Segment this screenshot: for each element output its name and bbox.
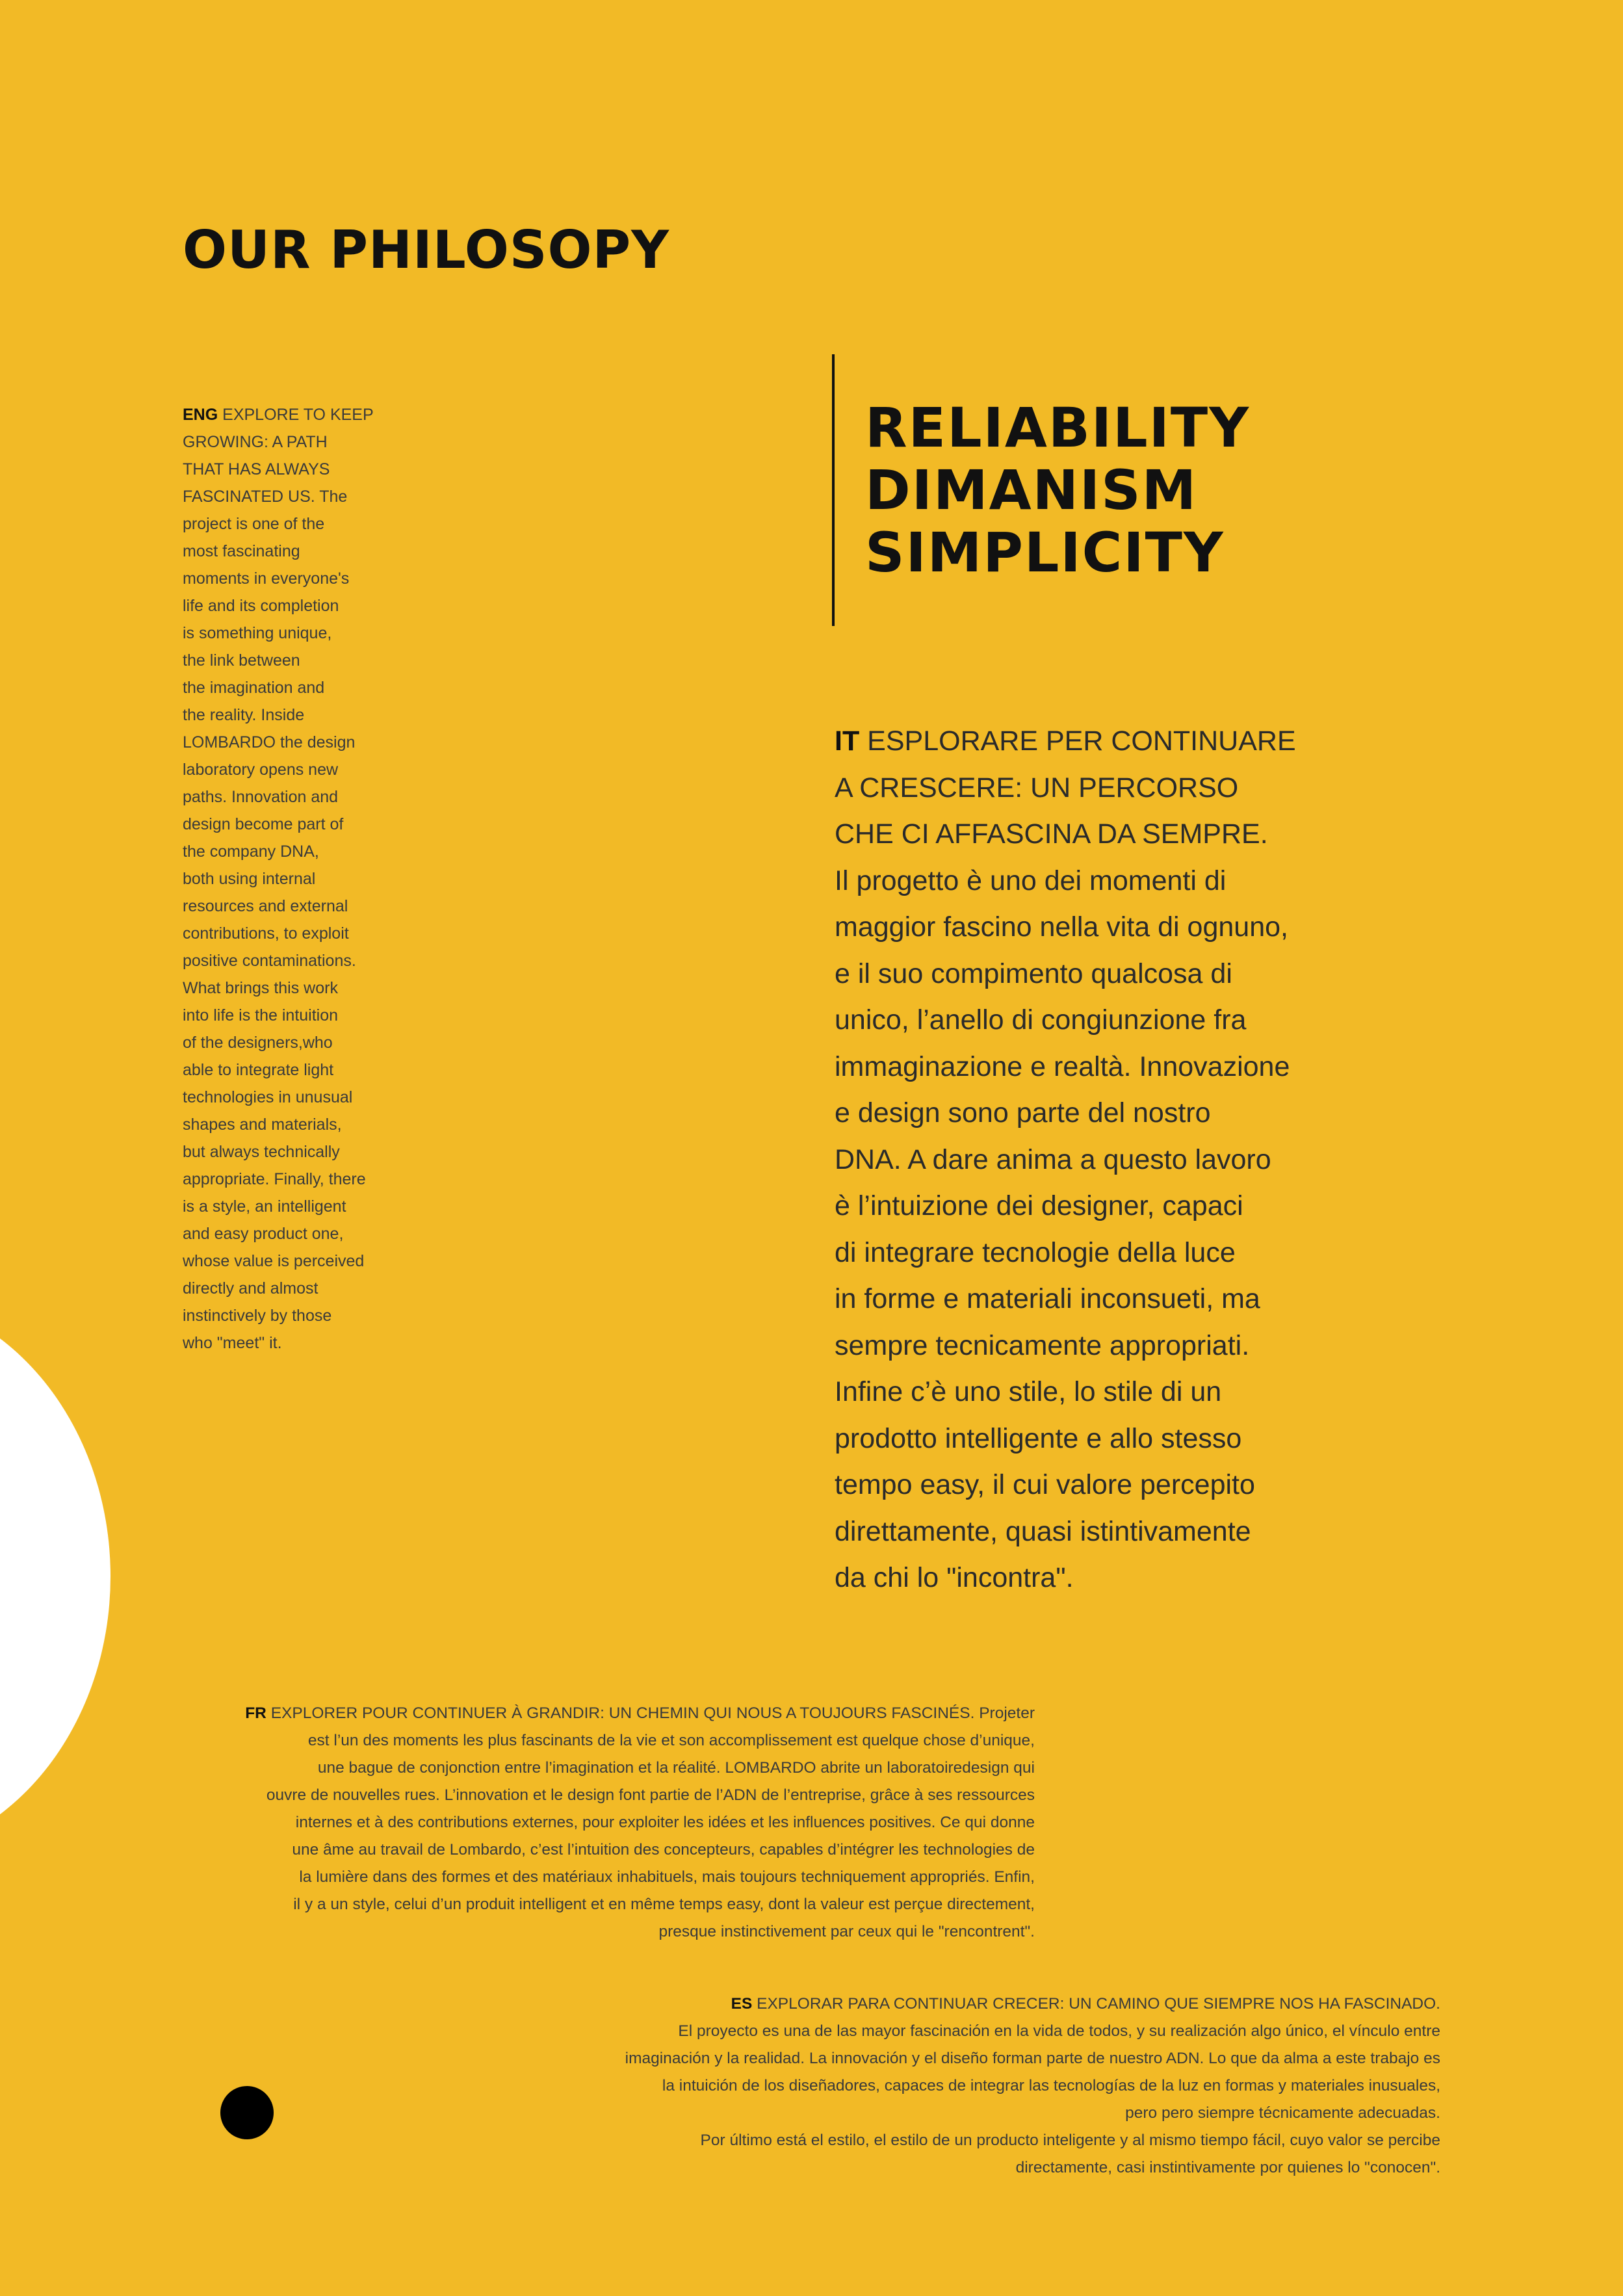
eng-line: appropriate. Finally, there [183,1170,366,1188]
eng-line: design become part of [183,815,344,833]
eng-line: paths. Innovation and [183,788,339,806]
vertical-divider [832,354,835,626]
eng-line: whose value is perceived [183,1252,365,1270]
eng-line: life and its completion [183,597,339,615]
lang-tag-eng: ENG [183,406,218,424]
eng-line: project is one of the [183,515,325,533]
fr-line: ouvre de nouvelles rues. L’innovation et le design font partie de l’ADN de l’entreprise, grâce à ses ressources [266,1786,1035,1804]
eng-line: who "meet" it. [183,1334,282,1352]
eng-line: positive contaminations. [183,952,356,970]
es-line: Por último está el estilo, el estilo de un producto inteligente y al mismo tiempo fácil, cuyo valor se percibe [700,2132,1440,2149]
eng-line: the company DNA, [183,842,319,861]
eng-line: moments in everyone's [183,569,350,588]
it-line: e il suo compimento qualcosa di [835,958,1232,989]
eng-line: into life is the intuition [183,1006,339,1024]
eng-line: resources and external [183,897,348,915]
fr-line: la lumière dans des formes et des matériaux inhabituels, mais toujours techniquement appropriés. Enfin, [299,1868,1035,1886]
fr-line: est l’un des moments les plus fascinants de la vie et son accomplissement est quelque chose d’unique, [307,1732,1035,1749]
eng-line: of the designers,who [183,1034,333,1052]
value-reliability: RELIABILITY [865,396,1251,460]
eng-line: but always technically [183,1143,340,1161]
eng-line: is a style, an intelligent [183,1197,346,1216]
es-line: imaginación y la realidad. La innovación y el diseño forman parte de nuestro ADN. Lo que da alma a este trabajo es [625,2050,1440,2067]
value-dimanism: DIMANISM [865,458,1198,522]
eng-line: THAT HAS ALWAYS [183,460,330,478]
fr-line: internes et à des contributions externes, pour exploiter les idées et les influences positives. Ce qui donne [295,1814,1035,1831]
eng-line: the reality. Inside [183,706,305,724]
eng-line: FASCINATED US. The [183,488,348,506]
eng-line: directly and almost [183,1279,318,1298]
eng-line: GROWING: A PATH [183,433,328,451]
lang-tag-es: ES [731,1995,753,2013]
eng-line: technologies in unusual [183,1088,353,1106]
lang-tag-it: IT [835,725,860,757]
eng-line: able to integrate light [183,1061,334,1079]
it-line: immaginazione e realtà. Innovazione [835,1050,1290,1082]
es-line: pero pero siempre técnicamente adecuadas. [1125,2104,1440,2122]
it-line: A CRESCERE: UN PERCORSO [835,772,1239,803]
es-line: directamente, casi instintivamente por quienes lo "conocen". [1015,2159,1440,2176]
it-line: e design sono parte del nostro [835,1097,1211,1128]
fr-line: une âme au travail de Lombardo, c’est l’intuition des concepteurs, capables d’intégrer les technologies de [292,1841,1035,1859]
it-line: Il progetto è uno dei momenti di [835,865,1227,896]
french-text-block [188,1700,1035,1946]
eng-line: shapes and materials, [183,1115,342,1134]
it-line: da chi lo "incontra". [835,1562,1074,1593]
it-line: in forme e materiali inconsueti, ma [835,1283,1260,1314]
it-line: DNA. A dare anima a questo lavoro [835,1143,1271,1175]
eng-line: LOMBARDO the design [183,733,356,751]
es-line: la intuición de los diseñadores, capaces de integrar las tecnologías de la luz en formas y materiales inusuales, [662,2077,1440,2094]
es-line: El proyecto es una de las mayor fascinación en la vida de todos, y su realización algo único, el vínculo entre [678,2022,1440,2040]
it-line: ESPLORARE PER CONTINUARE [867,725,1296,757]
fr-line: une bague de conjonction entre l’imagination et la réalité. LOMBARDO abrite un laboratoiredesign qui [317,1759,1035,1777]
eng-line: contributions, to exploit [183,924,349,943]
eng-line: is something unique, [183,624,332,642]
it-line: tempo easy, il cui valore percepito [835,1469,1255,1500]
lang-tag-fr: FR [245,1704,266,1722]
page-title: OUR PHILOSOPY [183,220,670,280]
black-dot-decoration [220,2086,274,2139]
it-line: Infine c’è uno stile, lo stile di un [835,1376,1222,1407]
values-heading [865,397,1250,584]
fr-line: EXPLORER POUR CONTINUER À GRANDIR: UN CHEMIN QUI NOUS A TOUJOURS FASCINÉS. Projeter [270,1704,1035,1722]
it-line: maggior fascino nella vita di ognuno, [835,911,1288,943]
eng-line: both using internal [183,870,316,888]
it-line: direttamente, quasi istintivamente [835,1515,1251,1547]
eng-line: laboratory opens new [183,761,339,779]
english-text-block [183,401,384,1357]
it-line: prodotto intelligente e allo stesso [835,1422,1242,1454]
it-line: di integrare tecnologie della luce [835,1236,1236,1268]
eng-line: most fascinating [183,542,300,560]
it-line: sempre tecnicamente appropriati. [835,1329,1250,1361]
white-circle-decoration [0,1294,110,1859]
fr-line: presque instinctivement par ceux qui le "rencontrent". [658,1923,1035,1940]
eng-line: EXPLORE TO KEEP [222,406,374,424]
value-simplicity: SIMPLICITY [865,521,1225,584]
eng-line: the link between [183,651,300,670]
fr-line: il y a un style, celui d’un produit intelligent et en même temps easy, dont la valeur est perçue directement, [293,1896,1035,1913]
it-line: unico, l’anello di congiunzione fra [835,1004,1247,1036]
it-line: CHE CI AFFASCINA DA SEMPRE. [835,818,1268,850]
eng-line: What brings this work [183,979,338,997]
it-line: è l’intuizione dei designer, capaci [835,1190,1243,1221]
italian-text-block [835,718,1329,1602]
eng-line: and easy product one, [183,1225,344,1243]
es-line: EXPLORAR PARA CONTINUAR CRECER: UN CAMINO QUE SIEMPRE NOS HA FASCINADO. [757,1995,1440,2013]
spanish-text-block [526,1990,1440,2182]
eng-line: instinctively by those [183,1307,332,1325]
eng-line: the imagination and [183,679,325,697]
